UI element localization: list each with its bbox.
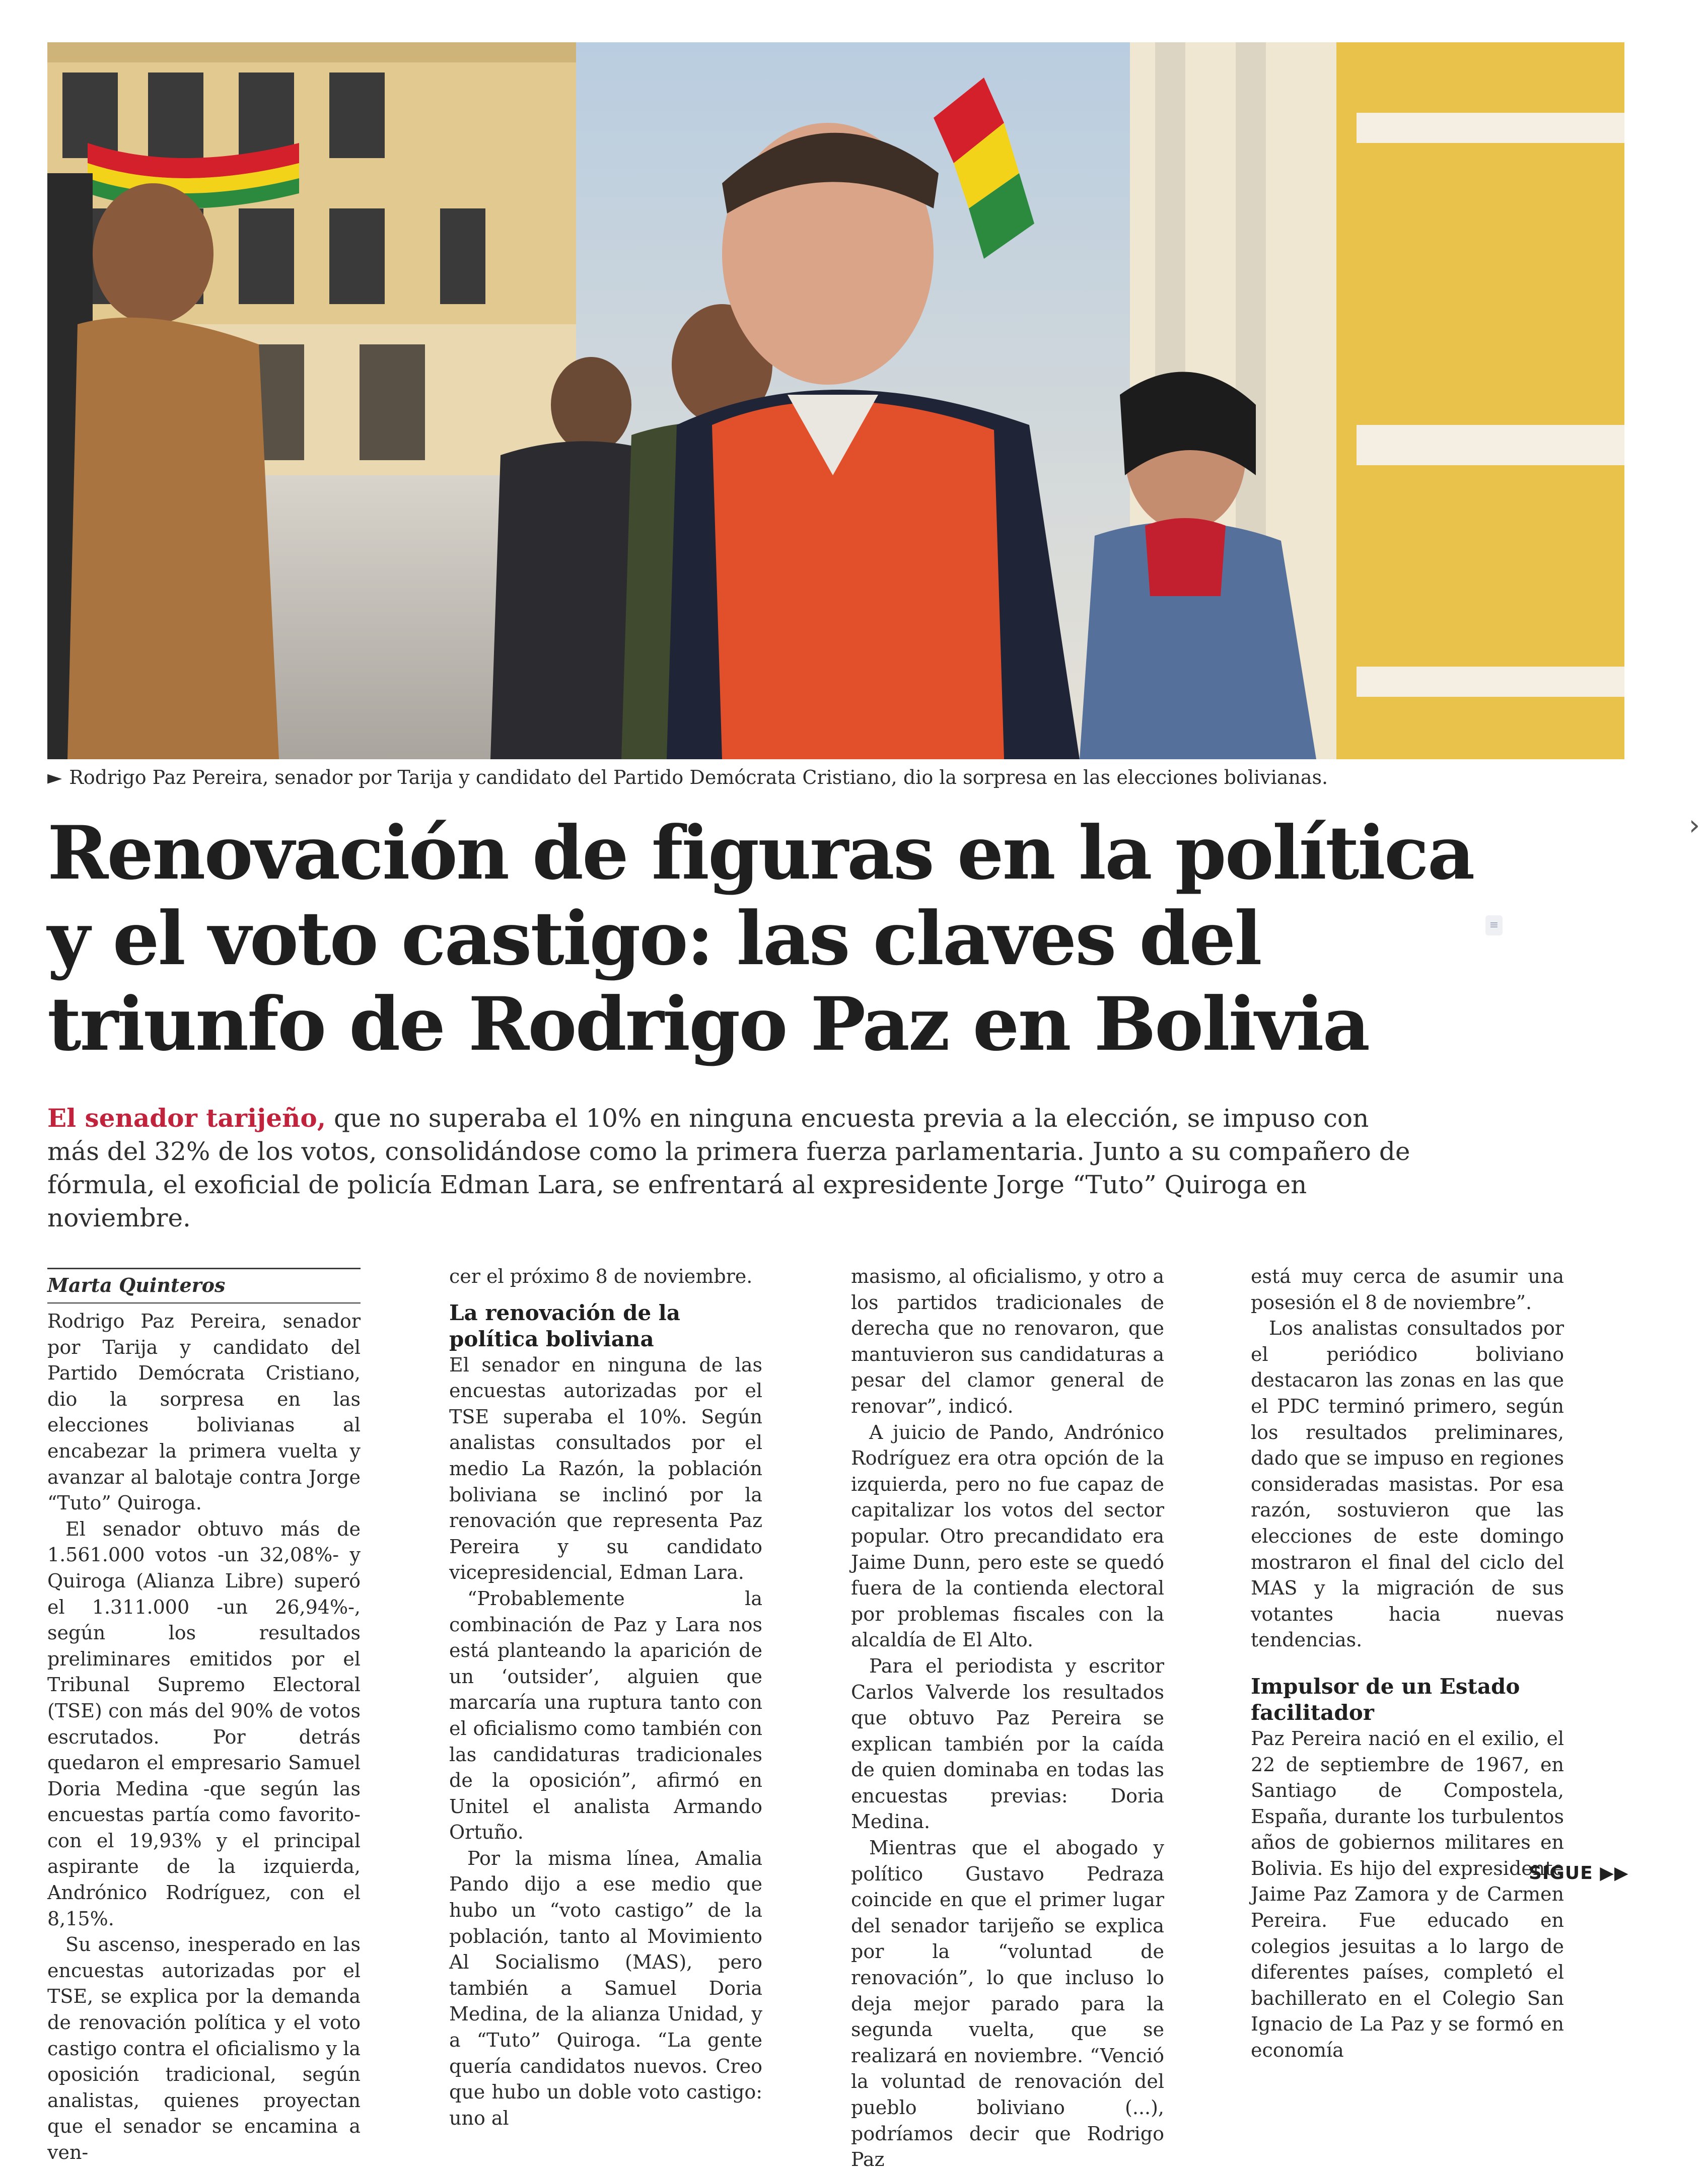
paragraph: Mientras que el abogado y político Gustavo Pedraza coincide en que el primer lugar del senador tarijeño se explica por la “voluntad de renovación”, lo que incluso lo deja mejor parado para la segunda vuelta, que se realizará en noviembre. “Venció la voluntad de renovación del pueblo boliviano (...), podríamos decir que Rodrigo Paz [851, 1837, 1164, 2171]
paragraph: Por la misma línea, Amalia Pando dijo a ese medio que hubo un “voto castigo” de la población, tanto al Movimiento Al Socialismo (MAS), pero también a Samuel Doria Medina, de la alianza Unidad, y a “Tuto” Quiroga. “La gente quería candidatos nuevos. Creo que hubo un doble voto castigo: uno al [449, 1847, 762, 2129]
article-column-2 [449, 1264, 762, 2131]
paragraph: A juicio de Pando, Andrónico Rodríguez era otra opción de la izquierda, pero no fue capaz de capitalizar los votos del sector popular. Otro precandidato era Jaime Dunn, pero este se quedó fuera de la contienda electoral por problemas fiscales con la alcaldía de El Alto. [851, 1421, 1164, 1651]
paragraph: está muy cerca de asumir una posesión el 8 de noviembre”. [1251, 1265, 1564, 1314]
headline-line-1: Renovación de figuras en la política [47, 810, 1474, 896]
article-column-4 [1251, 1264, 1564, 2064]
byline-rule [47, 1268, 361, 1269]
headline-line-2: y el voto castigo: las claves del [47, 896, 1261, 982]
paragraph: “Probablemente la combinación de Paz y Lara nos está planteando la aparición de un ‘outsider’, alguien que marcaría una ruptura tanto con el oficialismo como también con las candidaturas tradicionales de la oposición”, afirmó en Unitel el analista Armando Ortuño. [449, 1587, 762, 1844]
photo-caption [47, 763, 1624, 791]
continue-label[interactable]: SIGUE ▶▶ [1529, 1863, 1629, 1884]
note-icon[interactable]: ≡ [1485, 915, 1503, 935]
paragraph: Paz Pereira nació en el exilio, el 22 de septiembre de 1967, en Santiago de Compostela, España, durante los turbulentos años de gobiernos militares en Bolivia. Es hijo del expresidente Jaime Paz Zamora y de Carmen Pereira. Fue educado en colegios jesuitas a lo largo de diferentes países, completó el bachillerato en el Colegio San Ignacio de La Paz y se formó en economía [1251, 1727, 1564, 2062]
paragraph: El senador obtuvo más de 1.561.000 votos -un 32,08%- y Quiroga (Alianza Libre) superó el 1.311.000 -un 26,94%-, según los resultados preliminares emitidos por el Tribunal Supremo Electoral (TSE) con más del 90% de votos escrutados. Por detrás quedaron el empresario Samuel Doria Medina -que según las encuestas partía como favorito- con el 19,93% y el principal aspirante de la izquierda, Andrónico Rodríguez, con el 8,15%. [47, 1517, 361, 1930]
paragraph: El senador en ninguna de las encuestas autorizadas por el TSE superaba el 10%. Según analistas consultados por el medio La Razón, la población boliviana se inclinó por la renovación que representa Paz Pereira y su candidato vicepresidencial, Edman Lara. [449, 1353, 762, 1584]
article-column-3 [851, 1264, 1164, 2173]
standfirst [47, 1102, 1427, 1235]
standfirst-lead: El senador tarijeño, [47, 1103, 326, 1133]
photo-illustration [47, 42, 1624, 759]
paragraph: Para el periodista y escritor Carlos Valverde los resultados que obtuvo Paz Pereira se explican también por la caída de quien dominaba en todas las encuestas previas: Doria Medina. [851, 1654, 1164, 1833]
paragraph: masismo, al oficialismo, y otro a los partidos tradicionales de derecha que no renovaron, que mantuvieron sus candidaturas a pesar del clamor general de renovar”, indicó. [851, 1265, 1164, 1417]
subheading: La renovación de la política boliviana [449, 1300, 680, 1351]
paragraph: Los analistas consultados por el periódico boliviano destacaron las zonas en las que el PDC terminó primero, según los resultados preliminares, dado que se impuso en regiones consideradas masistas. Por esa razón, sostuvieron que las elecciones de este domingo mostraron el final del ciclo del MAS y la migración de sus votantes hacia nuevas tendencias. [1251, 1317, 1564, 1651]
paragraph: Su ascenso, inesperado en las encuestas autorizadas por el TSE, se explica por la demanda de renovación política y el voto castigo contra el oficialismo y la oposición tradicional, según analistas, quienes proyectan que el senador se encamina a ven- [47, 1933, 361, 2163]
standfirst-text: que no superaba el 10% en ninguna encuesta previa a la elección, se impuso con más del 32% de los votos, consolidándose como la primera fuerza parlamentaria. Junto a su compañero de fórmula, el exoficial de policía Edman Lara, se enfrentará al expresidente Jorge “Tuto” Quiroga en noviembre. [47, 1104, 1410, 1233]
headline [47, 811, 1508, 1067]
byline: Marta Quinteros [47, 1272, 361, 1303]
caption-text: Rodrigo Paz Pereira, senador por Tarija y candidato del Partido Demócrata Cristiano, dio la sorpresa en las elecciones bolivianas. [69, 766, 1328, 788]
headline-line-3: triunfo de Rodrigo Paz en Bolivia [47, 981, 1369, 1067]
paragraph: Rodrigo Paz Pereira, senador por Tarija y candidato del Partido Demócrata Cristiano, dio la sorpresa en las elecciones bolivianas al encabezar la primera vuelta y avanzar al balotaje contra Jorge “Tuto” Quiroga. [47, 1310, 361, 1514]
article-column-1 [47, 1268, 361, 2166]
paragraph: cer el próximo 8 de noviembre. [449, 1265, 753, 1287]
chevron-right-icon[interactable]: › [1688, 809, 1700, 842]
subheading: Impulsor de un Estado facilitador [1251, 1674, 1520, 1725]
lead-photo [47, 42, 1624, 759]
caption-marker-icon: ► [47, 766, 62, 788]
